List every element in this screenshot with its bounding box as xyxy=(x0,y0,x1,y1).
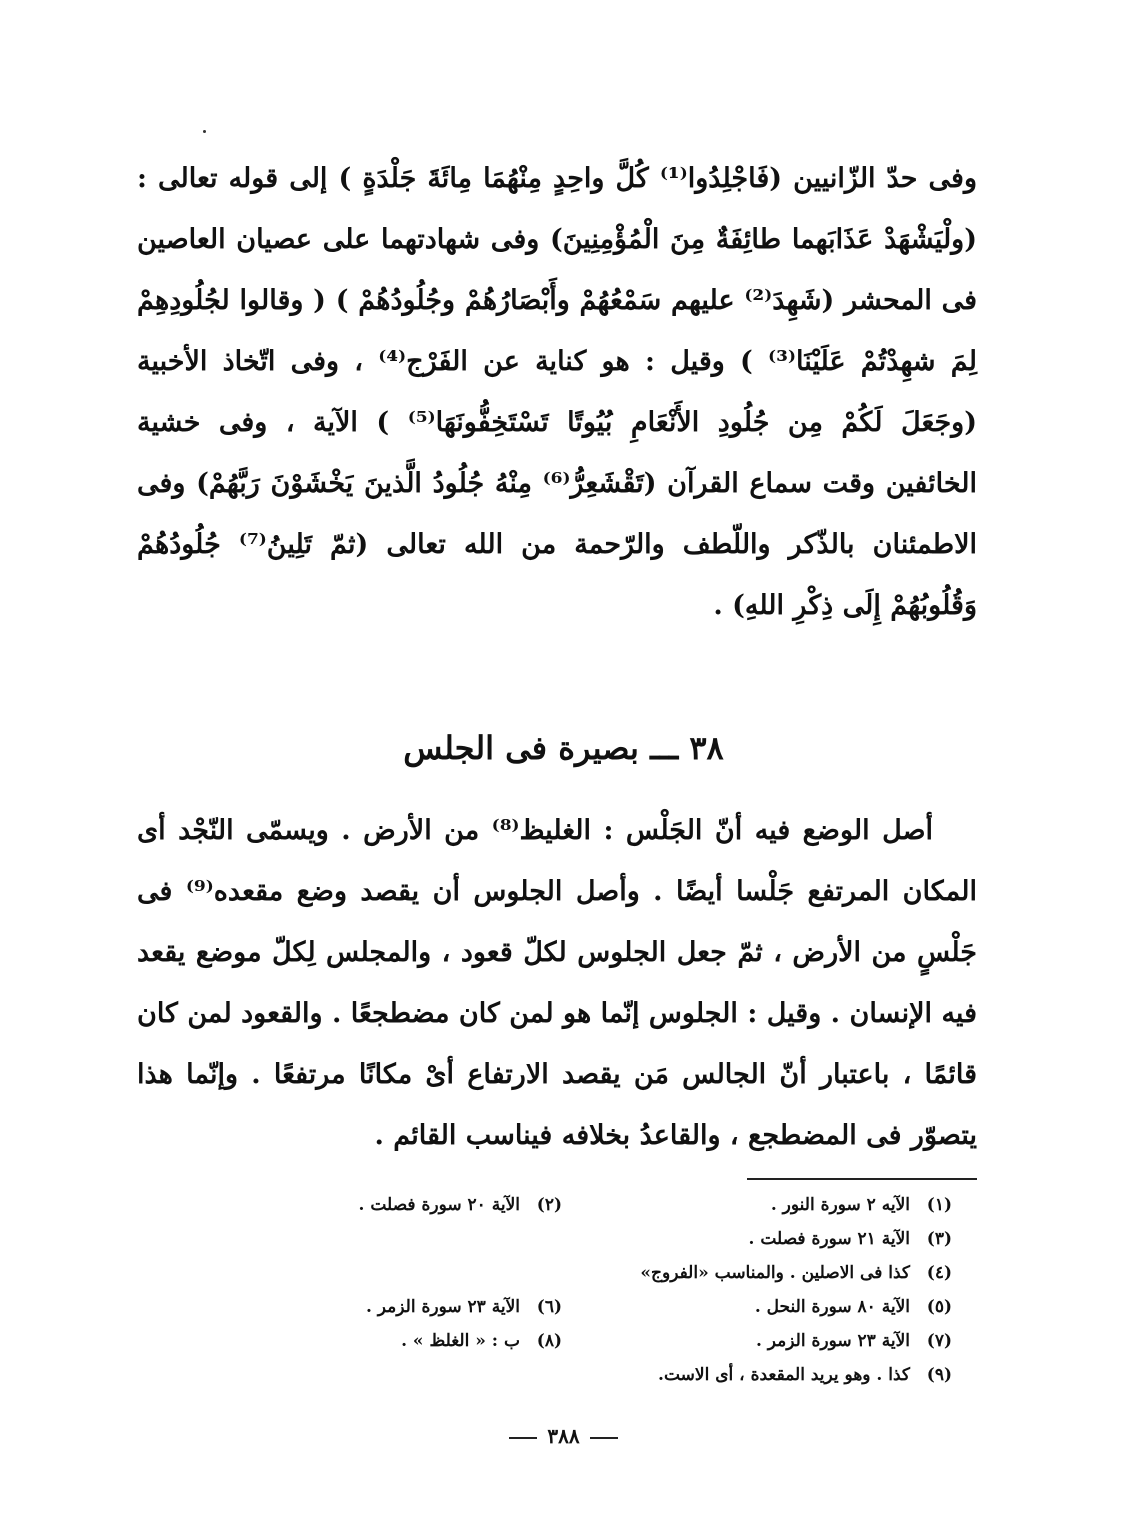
ink-speck xyxy=(203,130,206,133)
footnote-row xyxy=(172,1188,952,1222)
footnote-number: (٣) xyxy=(926,1229,952,1249)
footnote-text: كذا فى الاصلين . والمناسب «الفروج» xyxy=(640,1263,910,1283)
paragraph-1: وفى حدّ الزّانيين (فَاجْلِدُوا⁽¹⁾ كُلَّ واحِدٍ مِنْهُمَا مِائَةَ جَلْدَةٍ ) إلى قوله تعالى : (ولْيَشْهَدْ عَذَابَهما طائِفَةٌ مِنَ الْمُؤْمِنِينَ) وفى شهادتهما على عصيان العاصين فى المحشر (شَهِدَ⁽²⁾ عليهم سَمْعُهُمْ وأَبْصَارُهُمْ وجُلُودُهُمْ ) ( وقالوا لجُلُودِهِمْ لِمَ شهِدْتُمْ عَلَيْنَا⁽³⁾ ) وقيل : هو كناية عن الفَرْج⁽⁴⁾ ، وفى اتّخاذ الأخبية (وجَعَلَ لَكُمْ مِن جُلُودِ الأَنْعَامِ بُيُوتًا تَسْتَخِفُّونَهَا⁽⁵⁾ ) الآية ، وفى خشية الخائفين وقت سماع القرآن (تَقْشَعِرُّ⁽⁶⁾ مِنْهُ جُلُودُ الَّذينَ يَخْشَوْنَ رَبَّهُمْ) وفى الاطمئنان بالذّكر واللّطف والرّحمة من الله تعالى (ثمّ تَلِينُ⁽⁷⁾ جُلُودُهُمْ وَقُلُوبُهُمْ إِلَى ذِكْرِ اللهِ) . xyxy=(137,163,978,621)
footnote-number: (١) xyxy=(926,1195,952,1215)
footnote-number: (٢) xyxy=(536,1195,562,1215)
page-number xyxy=(0,1424,1127,1448)
footnote-row xyxy=(172,1358,952,1392)
footnote-text: كذا . وهو يريد المقعدة ، أى الاست. xyxy=(658,1365,910,1385)
footnote-row xyxy=(172,1290,952,1324)
footnote-text: الآية ٢١ سورة فصلت . xyxy=(748,1229,910,1249)
footnote-separator xyxy=(747,1178,977,1180)
footnote xyxy=(172,1290,562,1324)
footnote-number: (٤) xyxy=(926,1263,952,1283)
footnote xyxy=(172,1188,562,1222)
footnote xyxy=(562,1256,952,1290)
dash xyxy=(509,1437,537,1439)
footnote-text: الآيه ٢ سورة النور . xyxy=(770,1195,910,1215)
footnote-number: (٧) xyxy=(926,1331,952,1351)
footnote-row xyxy=(172,1324,952,1358)
section-heading: ٣٨ ـــ بصيرة فى الجلس xyxy=(403,729,724,767)
footnote-row xyxy=(172,1256,952,1290)
paragraph-2-text: أصل الوضع فيه أنّ الجَلْس : الغليظ⁽⁸⁾ من الأرض . ويسمّى النّجْد أى المكان المرتفع جَلْسا أيضًا . وأصل الجلوس أن يقصد وضع مقعده⁽⁹⁾ فى جَلْسٍ من الأرض ، ثمّ جعل الجلوس لكلّ قعود ، والمجلس لِكلّ موضع يقعد فيه الإنسان . وقيل : الجلوس إنّما هو لمن كان مضطجعًا . والقعود لمن كان قائمًا ، باعتبار أنّ الجالس مَن يقصد الارتفاع أىْ مكانًا مرتفعًا . وإنّما هذا يتصوّر فى المضطجع ، والقاعدُ بخلافه فيناسب القائم . xyxy=(137,815,977,1151)
footnote-number: (٨) xyxy=(536,1331,562,1351)
footnotes xyxy=(172,1188,952,1392)
footnote-number: (٥) xyxy=(926,1297,952,1317)
footnote-text: الآية ٢٣ سورة الزمر . xyxy=(365,1297,520,1317)
footnote-text: ب : « الغلظ » . xyxy=(401,1331,520,1351)
footnote xyxy=(172,1324,562,1358)
footnote-text: الآية ٢٠ سورة فصلت . xyxy=(358,1195,520,1215)
footnote-number: (٩) xyxy=(926,1365,952,1385)
footnote xyxy=(562,1188,952,1222)
page-number-text: ٣٨٨ xyxy=(547,1424,580,1448)
footnote xyxy=(562,1324,952,1358)
footnote-text: الآية ٢٣ سورة الزمر . xyxy=(755,1331,910,1351)
footnote-number: (٦) xyxy=(536,1297,562,1317)
dash xyxy=(590,1437,618,1439)
paragraph-2 xyxy=(137,800,977,1166)
footnote-text: الآية ٨٠ سورة النحل . xyxy=(754,1297,910,1317)
footnote-row xyxy=(172,1222,952,1256)
footnote xyxy=(562,1222,952,1256)
footnote xyxy=(562,1290,952,1324)
footnote xyxy=(562,1358,952,1392)
